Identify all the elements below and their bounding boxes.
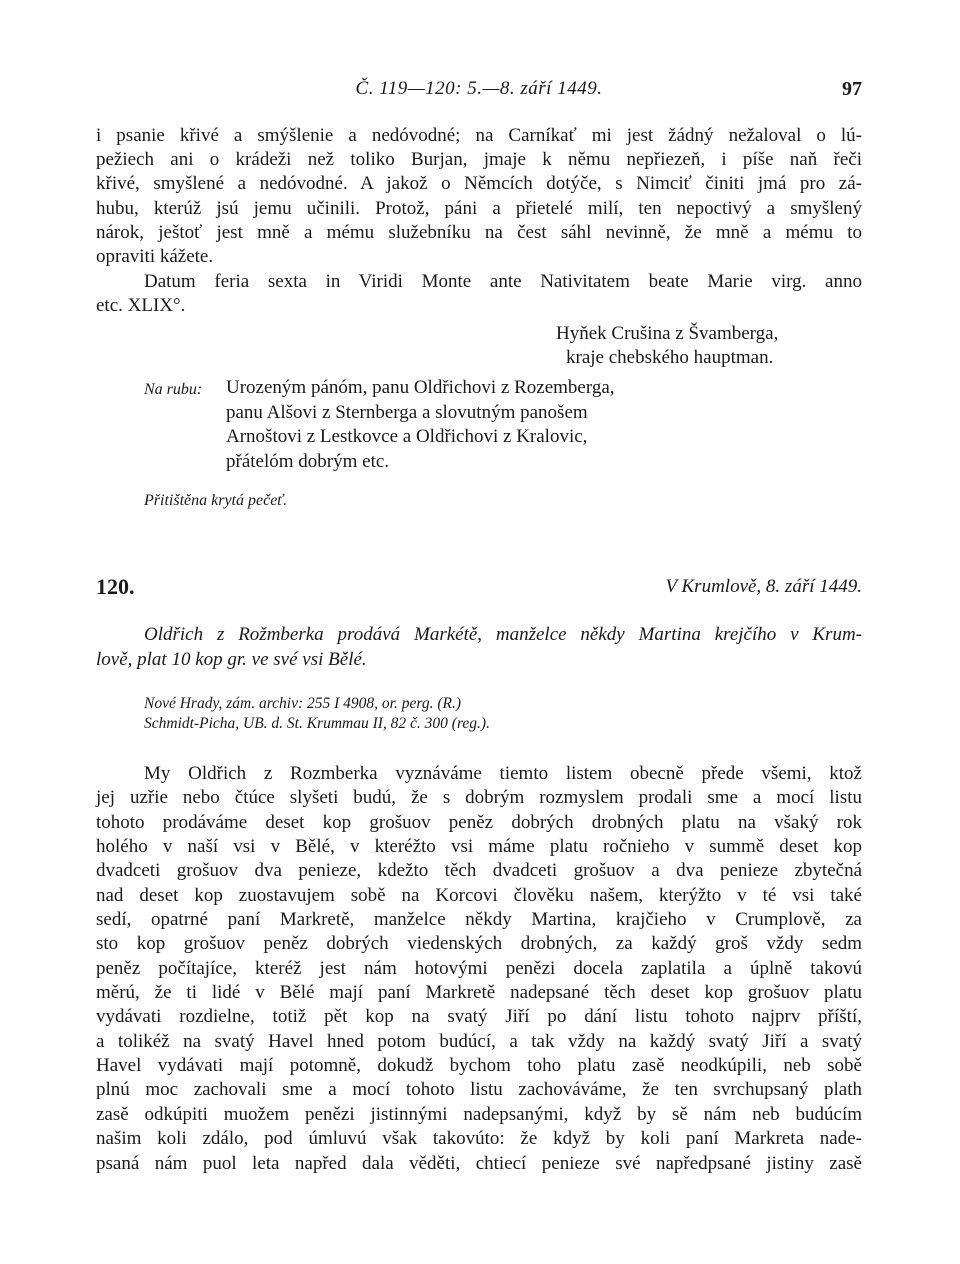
text-line: Havel vydávati mají potomně, dokudž bychom toho platu zasě neodkúpili, neb sobě [96, 1055, 862, 1077]
text-line: peněz počítajíce, kteréž jest nám hotovými penězi docela zaplatila a úplně takovú [96, 957, 862, 979]
text-line: křivé, smyšlené a nedóvodné. A jakož o Němcích dotýče, s Nimciť činiti jmá pro zá- [96, 173, 862, 195]
signature-line: kraje chebského hauptman. [566, 347, 774, 369]
address-line: Arnoštovi z Lestkovce a Oldřichovi z Kralovic, [226, 426, 588, 447]
text-line: jej uzřie nebo čtúce slyšeti budú, že s dobrým rozmyslem prodali sme a mocí listu [96, 787, 862, 809]
text-line: měrú, že ti lidé v Bělé mají paní Markretě nadepsané těch deset kop grošuov platu [96, 982, 862, 1004]
document-number: 120. [96, 574, 135, 599]
text-line: hubu, kterúž jsú jemu učinili. Protož, páni a přietelé milí, ten nepoctivý a smyšlený [96, 197, 862, 219]
signature [556, 322, 862, 371]
regest-line: lově, plat 10 kop gr. ve své vsi Bělé. [96, 648, 367, 670]
page-number: 97 [842, 78, 862, 100]
doc119-text [96, 124, 862, 269]
text-line: psaná nám puol leta napřed dala věděti, chtiecí penieze své napředpsané jistiny zasě [96, 1152, 862, 1174]
doc119-datum [96, 270, 862, 318]
regest [96, 623, 862, 672]
text-line: My Oldřich z Rozmberka vyznáváme tiemto listem obecně přede všemi, ktož [144, 763, 862, 784]
text-line: etc. XLIX°. [96, 295, 186, 317]
source-line: Schmidt-Picha, UB. d. St. Krummau II, 82 č. 300 (reg.). [144, 715, 490, 732]
text-line: tohoto prodáváme deset kop grošuov peněz dobrých drobných platu na všaký rok [96, 811, 862, 833]
seal-note: Přitištěna krytá pečeť. [144, 492, 288, 509]
source-line: Nové Hrady, zám. archiv: 255 I 4908, or. perg. (R.) [144, 695, 461, 712]
doc120-text [96, 762, 862, 1176]
running-header [96, 78, 862, 104]
address-line: přátelóm dobrým etc. [226, 450, 390, 472]
text-line: opraviti kážete. [96, 246, 214, 268]
text-line: pežiech ani o krádeži než toliko Burjan, jmaje k němu nepřiezeň, i píše naň řeči [96, 149, 862, 171]
address-line: panu Alšovi z Sternberga a slovutným panošem [226, 401, 588, 423]
signature-line: Hyňek Crušina z Švamberga, [556, 323, 779, 344]
document-place-date: V Krumlově, 8. září 1449. [665, 576, 862, 597]
text-line: vydávati rozdielne, totiž pět kop na svatý Jiří po dání listu tohoto najprv příští, [96, 1006, 862, 1028]
text-line: a tolikéž na svatý Havel hned potom budúcí, a tak vždy na každý svatý Jiří a svatý [96, 1030, 862, 1052]
text-line: nárok, ještoť jest mně a mému služebníku na čest sáhl nevinně, že mně a mému to [96, 221, 862, 243]
text-line: sedí, opatrné paní Markretě, manželce někdy Martina, krajčieho v Crumplově, za [96, 909, 862, 931]
address-label: Na rubu: [144, 381, 203, 398]
text-line: plnú moc zachovali sme a mocí tohoto listu zachováváme, že ten svrchupsaný plath [96, 1079, 862, 1101]
address-line: Urozeným pánóm, panu Oldřichovi z Rozemberga, [226, 377, 615, 398]
text-line: zasě odkúpiti muožem penězi jistinnými nadepsanými, když by sě nám neb budúcím [96, 1103, 862, 1125]
regest-line: Oldřich z Rožmberka prodává Markétě, manželce někdy Martina krejčího v Krum- [144, 624, 862, 645]
text-line: našim koli zdálo, pod úmluvú však takovúto: že když by koli paní Markreta nade- [96, 1128, 862, 1150]
text-line: nad deset kop zuostavujem sobě na Korcovi člověku našem, kterýžto v té vsi také [96, 884, 862, 906]
address-lines [226, 376, 615, 474]
text-line: Datum feria sexta in Viridi Monte ante Nativitatem beate Marie virg. anno [144, 271, 862, 292]
text-line: i psanie křivé a smýšlenie a nedóvodné; na Carníkať mi jest žádný nežaloval o lú- [96, 125, 862, 146]
text-line: dvadceti grošuov dva penieze, kdežto těch dvadceti grošuov a dva penieze zbytečná [96, 860, 862, 882]
text-line: sto kop grošuov peněz dobrých viedenských drobných, za každý groš vždy sedm [96, 933, 862, 955]
running-title: Č. 119—120: 5.—8. září 1449. [355, 78, 603, 99]
text-line: holého v naší vsi v Bělé, v kteréžto vsi máme platu ročnieho v summě deset kop [96, 836, 862, 858]
source-notes [144, 694, 490, 734]
